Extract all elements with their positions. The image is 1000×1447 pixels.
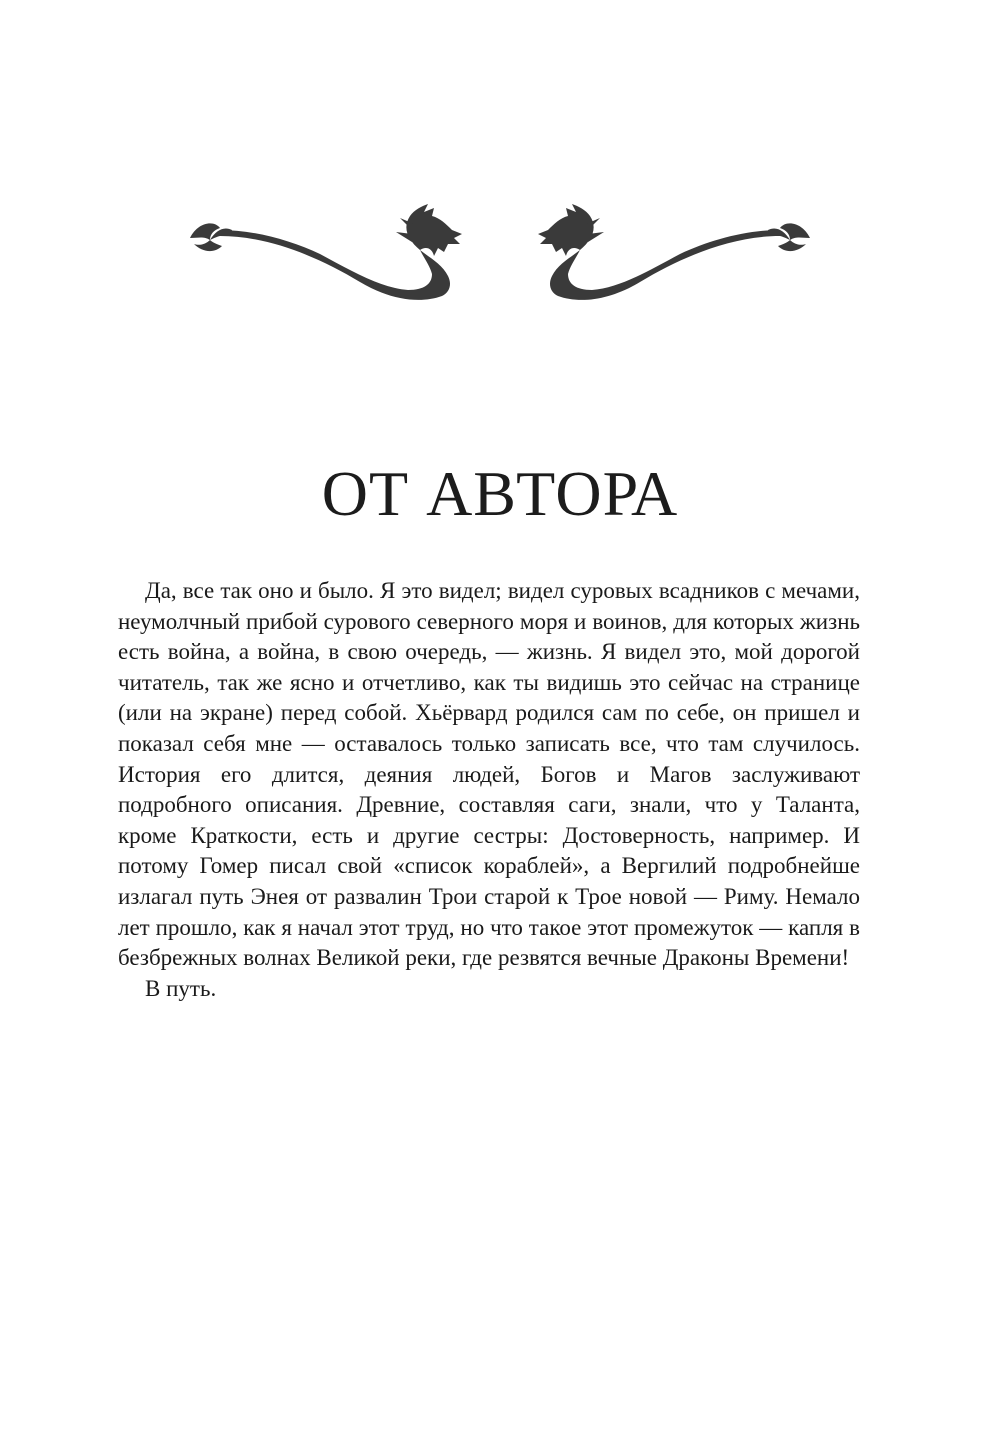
body-text [118,576,860,1004]
paragraph: В путь. [145,975,217,1001]
twin-dragons-ornament-icon [180,200,820,315]
paragraph: Да, все так оно и было. Я это видел; видел суровых всадников с мечами, неумолчный прибой сурового северного моря и воинов, для которых жизнь есть война, а война, в свою очередь, — жизнь. Я видел это, мой дорогой читатель, так же ясно и отчетливо, как ты видишь это сейчас на странице (или на экране) перед собой. Хьёрвард родился сам по себе, он пришел и показал себя мне — оставалось только записать все, что там случилось. История его длится, деяния людей, Богов и Магов заслуживают подробного описания. Древние, составляя саги, знали, что у Таланта, кроме Краткости, есть и другие сестры: Достоверность, например. И потому Гомер писал свой «список кораблей», а Вергилий подробнейше излагал путь Энея от развалин Трои старой к Трое новой — Риму. Немало лет прошло, как я начал этот труд, но что такое этот промежуток — капля в безбрежных волнах Великой реки, где резвятся вечные Драконы Времени! [118,578,860,971]
chapter-title: ОТ АВТОРА [321,458,679,529]
